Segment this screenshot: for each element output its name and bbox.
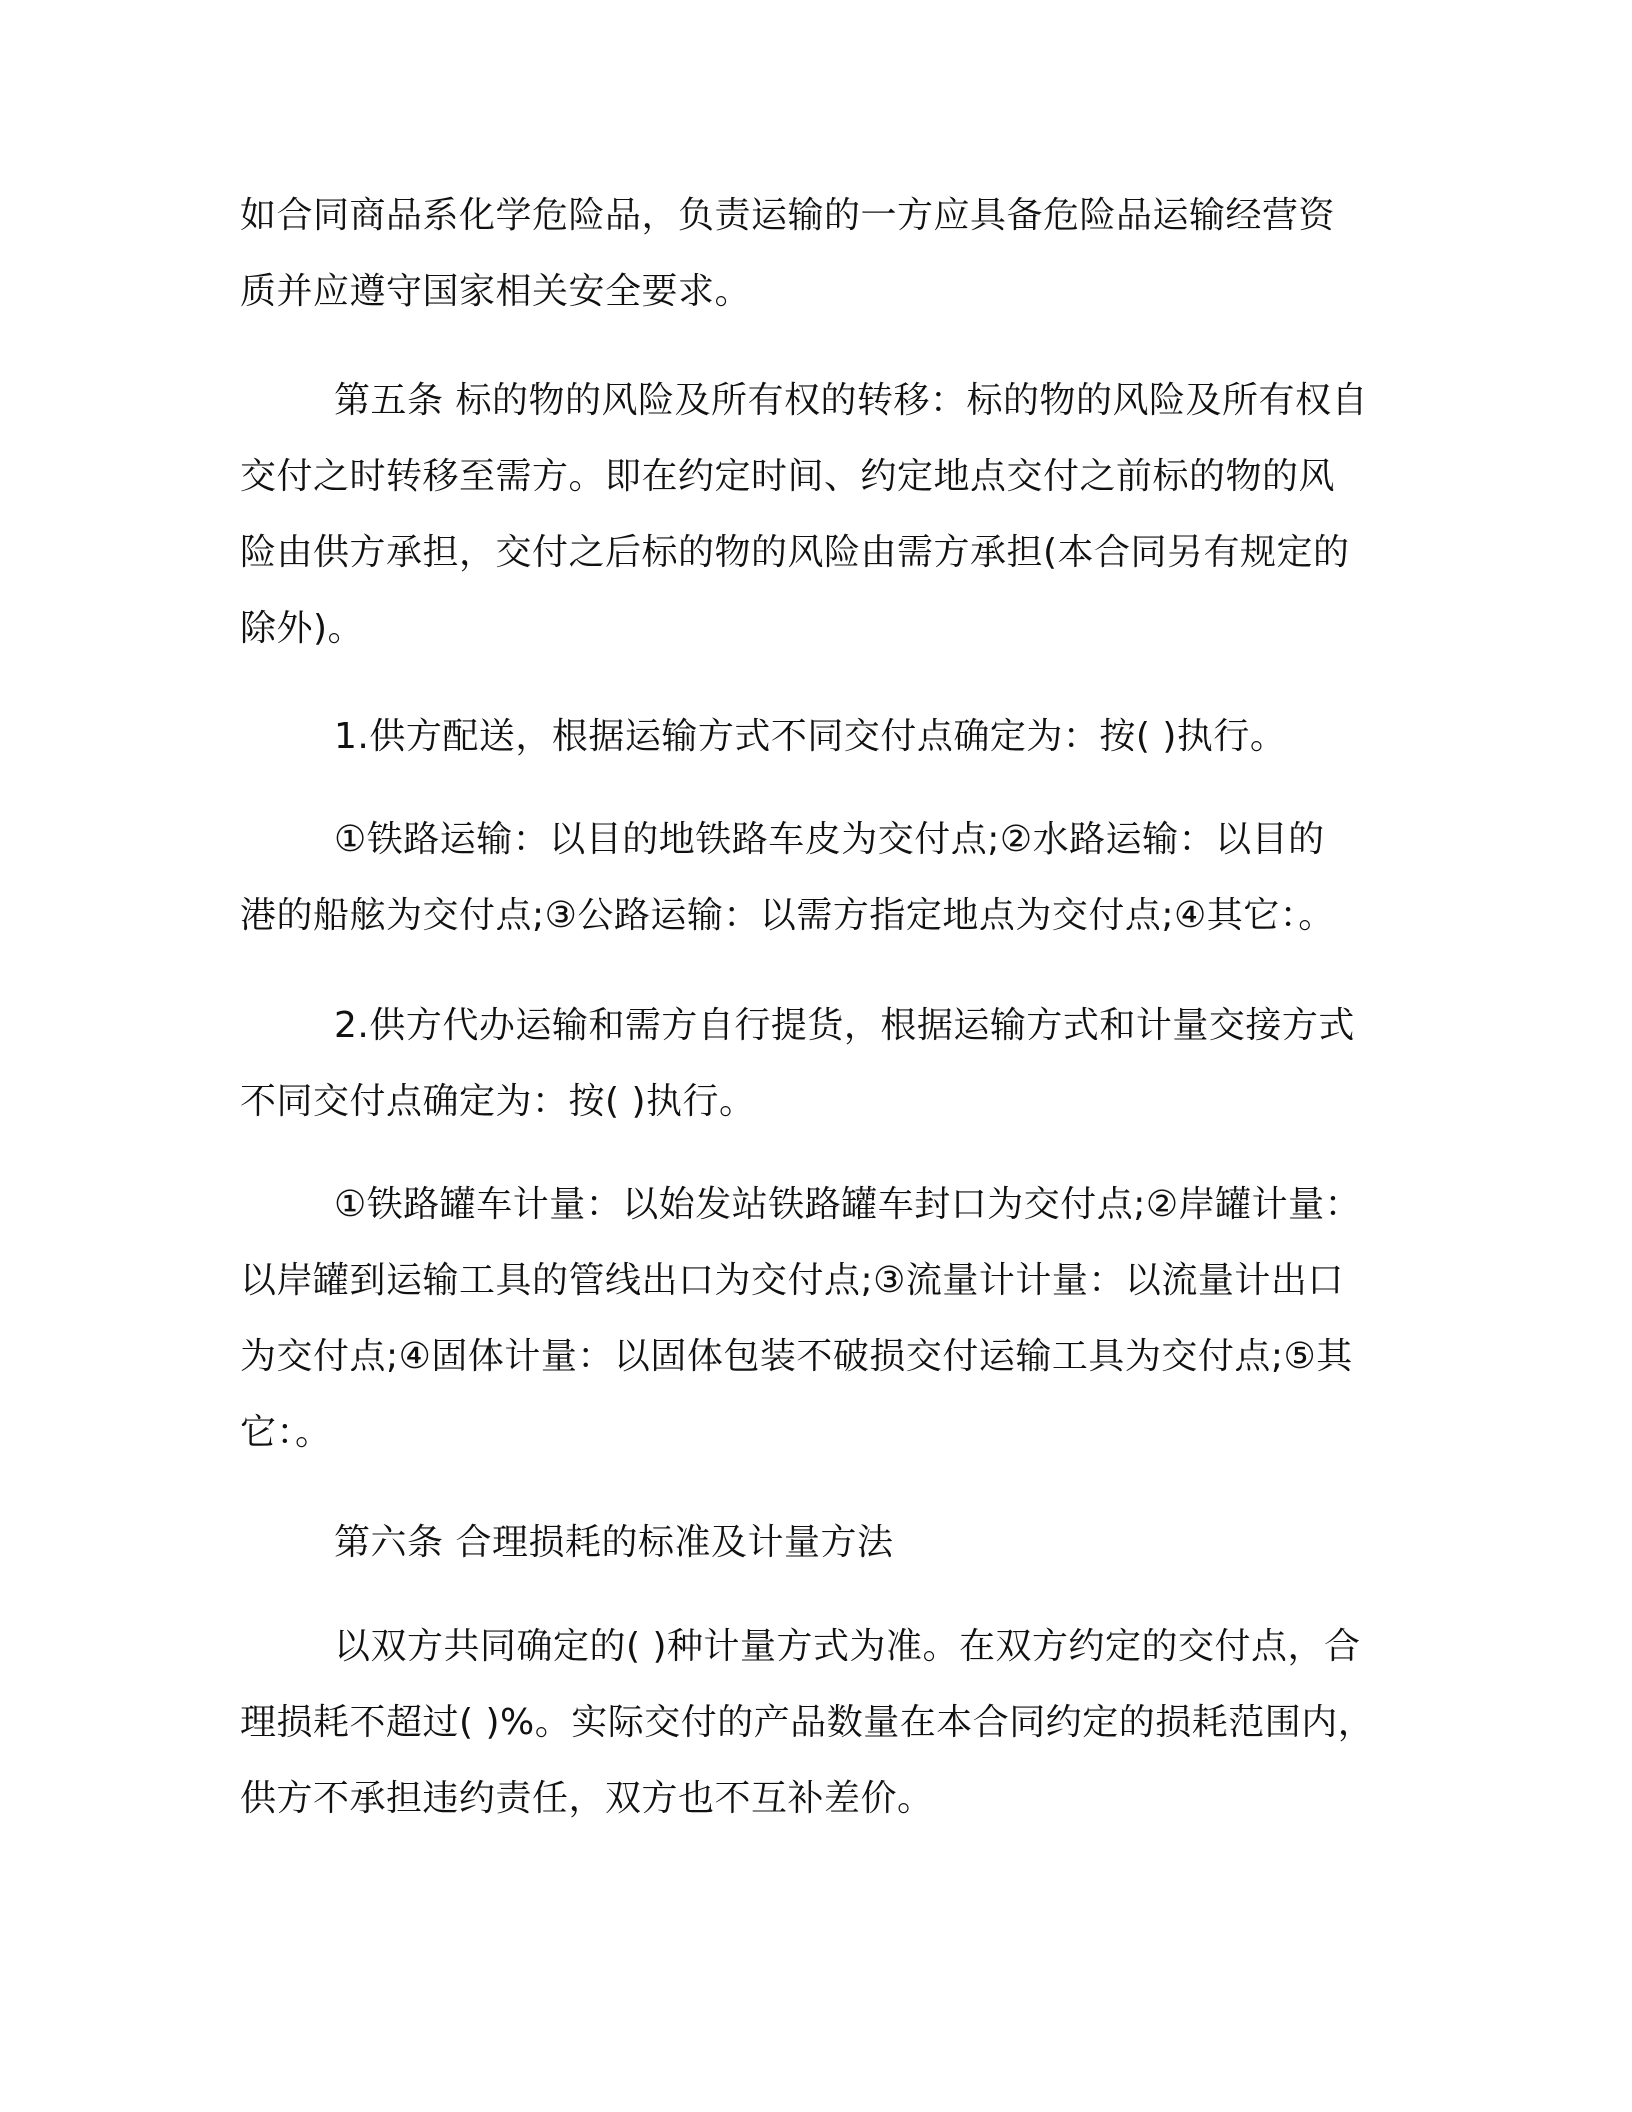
text-line: 供方不承担违约责任，双方也不互补差价。 [240, 1778, 934, 1819]
text-line: 理损耗不超过( )%。实际交付的产品数量在本合同约定的损耗范围内， [240, 1702, 1375, 1743]
text-line: 质并应遵守国家相关安全要求。 [240, 271, 752, 312]
text-line: 港的船舷为交付点;③公路运输：以需方指定地点为交付点;④其它：。 [240, 895, 1335, 936]
text-line: ①铁路罐车计量：以始发站铁路罐车封口为交付点;②岸罐计量： [334, 1184, 1362, 1225]
text-line: 它：。 [240, 1412, 332, 1453]
text-line: 为交付点;④固体计量：以固体包装不破损交付运输工具为交付点;⑤其 [240, 1336, 1353, 1377]
text-line: 如合同商品系化学危险品，负责运输的一方应具备危险品运输经营资 [240, 195, 1336, 236]
text-line: 1.供方配送，根据运输方式不同交付点确定为：按( )执行。 [334, 716, 1287, 757]
text-line: 不同交付点确定为：按( )执行。 [240, 1081, 756, 1122]
text-line: 除外)。 [240, 608, 365, 649]
article-six-heading-line: 第六条 合理损耗的标准及计量方法 [334, 1522, 894, 1563]
text-line: 2.供方代办运输和需方自行提货，根据运输方式和计量交接方式 [334, 1005, 1355, 1046]
text-line: 险由供方承担，交付之后标的物的风险由需方承担(本合同另有规定的 [240, 532, 1350, 573]
text-line: ①铁路运输：以目的地铁路车皮为交付点;②水路运输：以目的 [334, 819, 1325, 860]
text-line: 以岸罐到运输工具的管线出口为交付点;③流量计计量：以流量计出口 [240, 1260, 1344, 1301]
text-line: 交付之时转移至需方。即在约定时间、约定地点交付之前标的物的风 [240, 456, 1336, 497]
article-five-heading-line: 第五条 标的物的风险及所有权的转移：标的物的风险及所有权自 [334, 380, 1368, 421]
text-line: 以双方共同确定的( )种计量方式为准。在双方约定的交付点，合 [334, 1626, 1361, 1667]
